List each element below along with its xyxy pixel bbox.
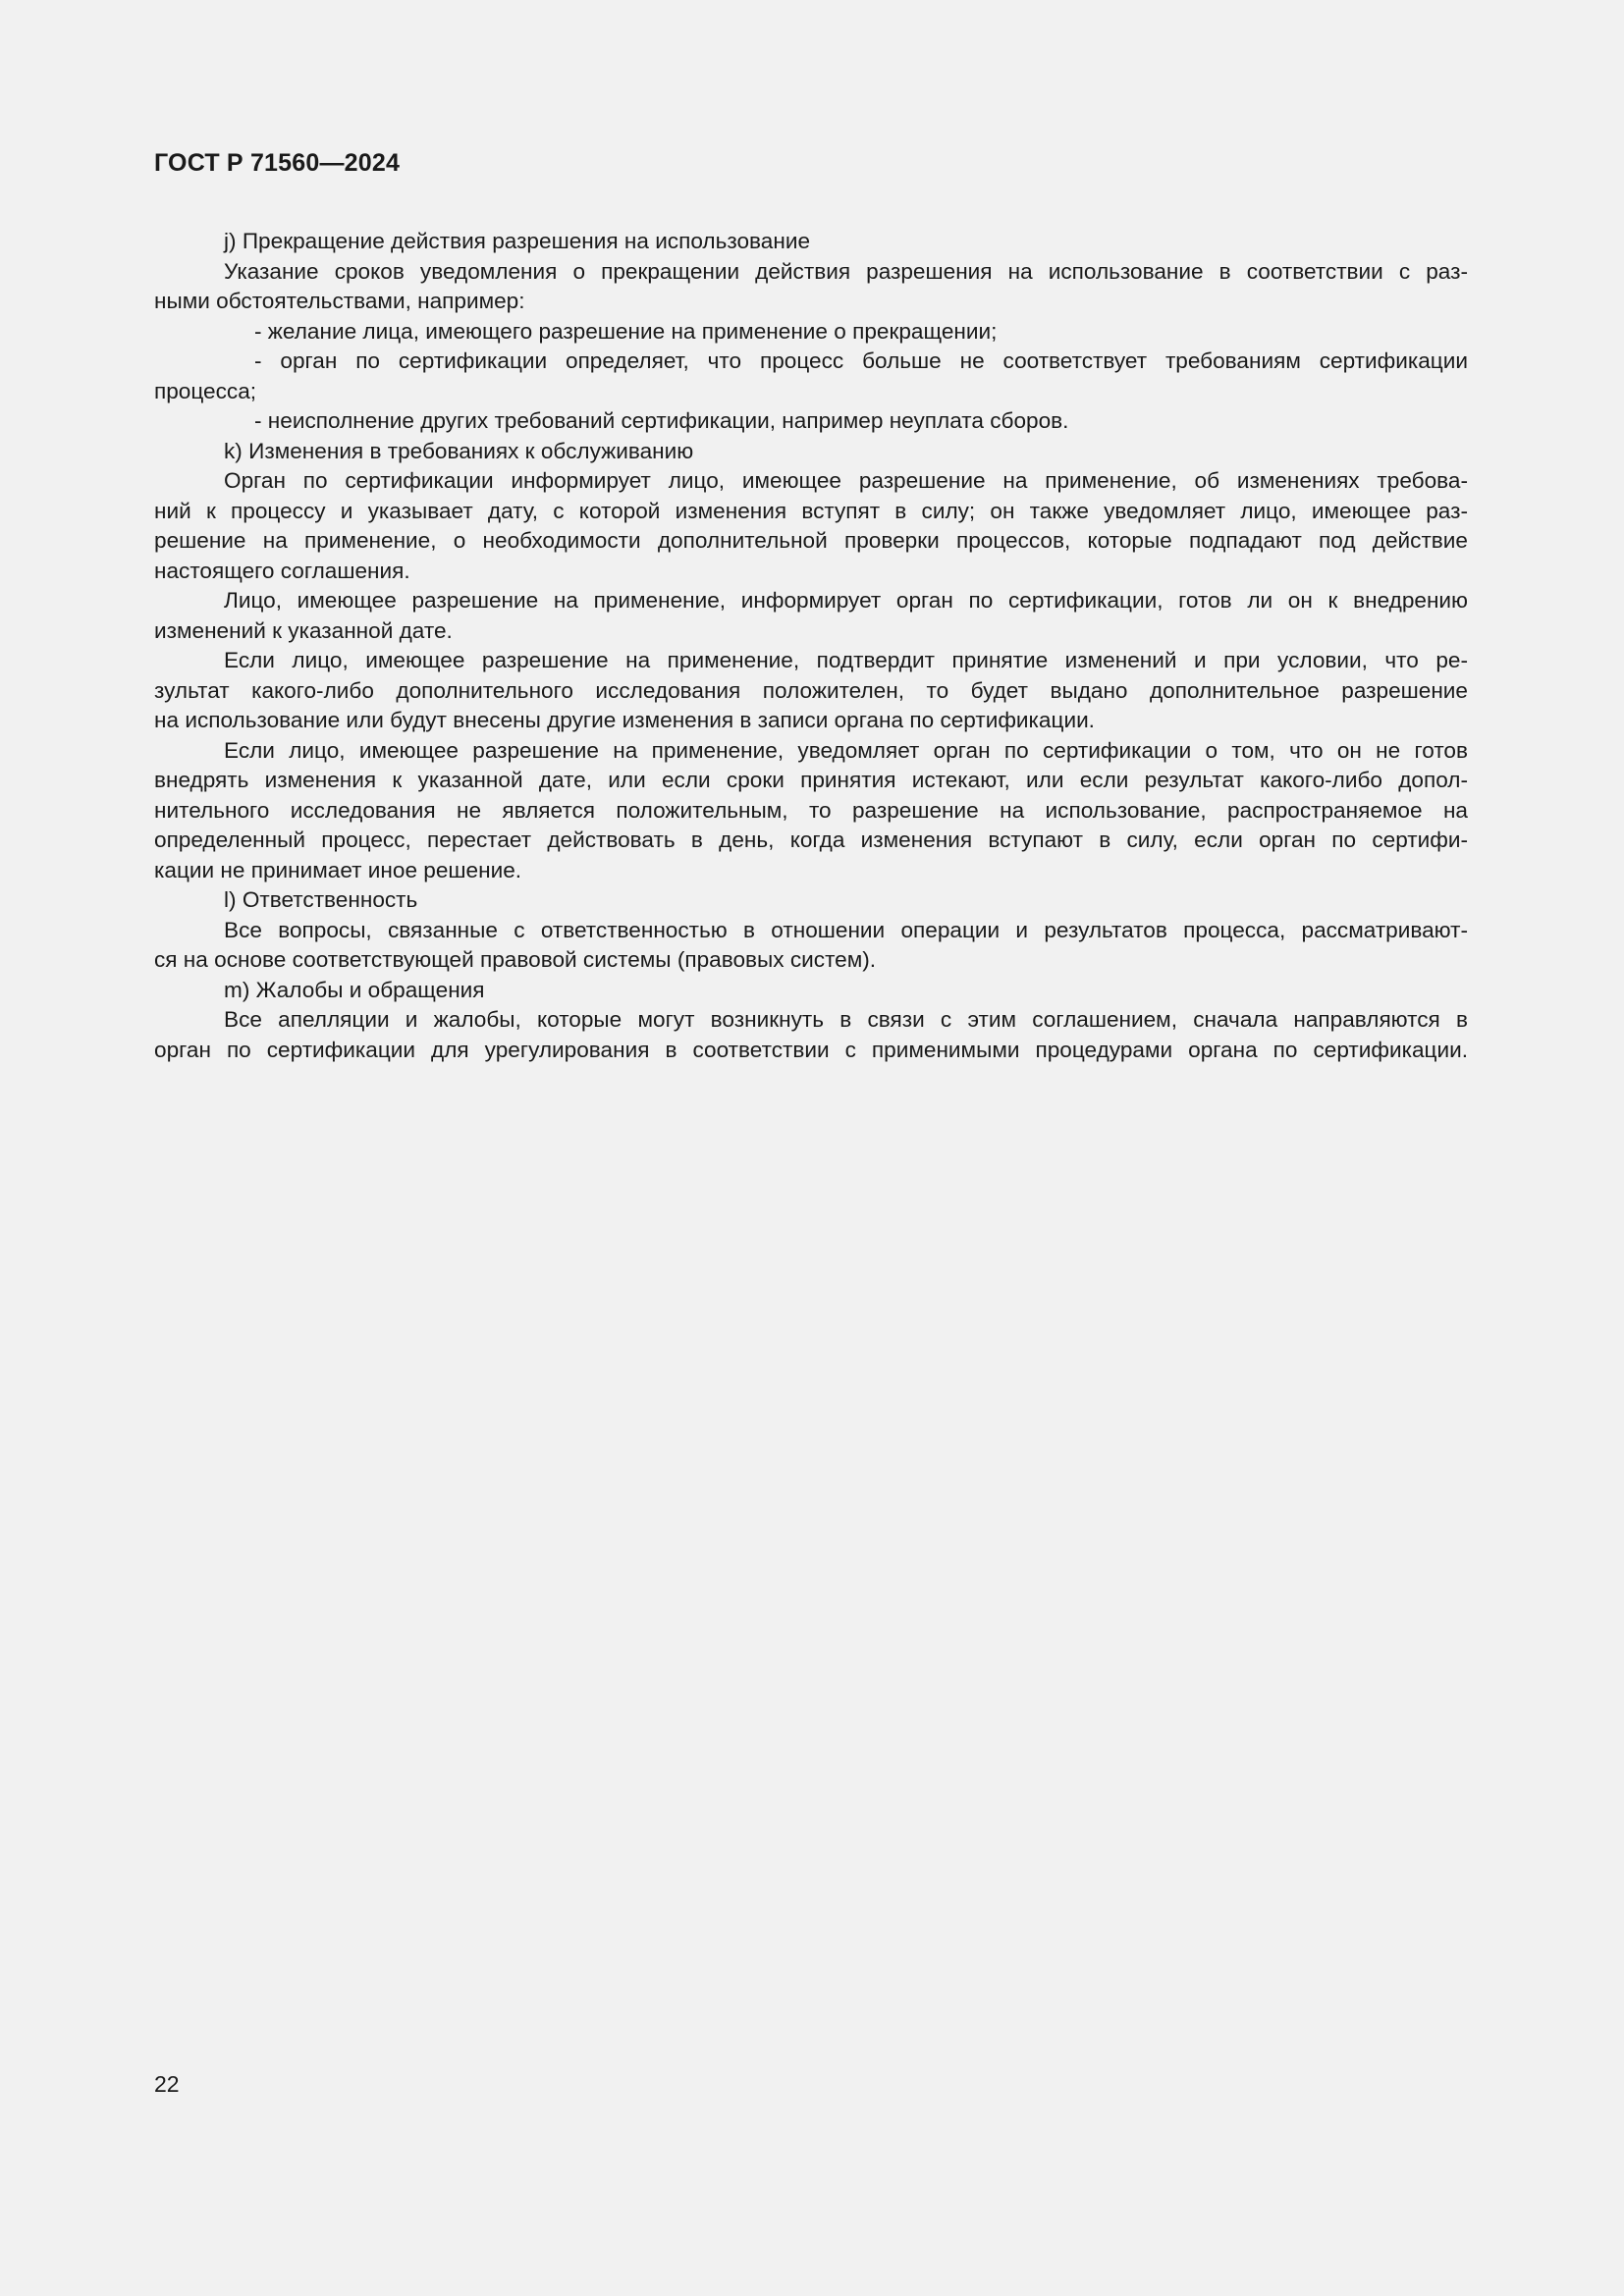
text-line: орган по сертификации для урегулирования в соответствии с применимыми процедурами органа по сертификации.: [154, 1037, 1468, 1062]
text-line: Все вопросы, связанные с ответственностью в отношении операции и результатов процесса, рассматривают-: [224, 917, 1468, 942]
text-line: настоящего соглашения.: [154, 558, 410, 583]
text-line: решение на применение, о необходимости дополнительной проверки процессов, которые подпадают под действие: [154, 528, 1468, 553]
text-line: Орган по сертификации информирует лицо, имеющее разрешение на применение, об изменениях требова-: [224, 468, 1468, 493]
text-line: l) Ответственность: [224, 887, 418, 912]
text-line: зультат какого-либо дополнительного исследования положителен, то будет выдано дополнительное разрешение: [154, 677, 1468, 703]
text-line: - орган по сертификации определяет, что процесс больше не соответствует требованиям сертификации: [254, 348, 1468, 373]
text-line: - неисполнение других требований сертификации, например неуплата сборов.: [254, 408, 1069, 433]
text-line: j) Прекращение действия разрешения на использование: [224, 229, 811, 253]
text-line: m) Жалобы и обращения: [224, 977, 485, 1002]
text-line: нительного исследования не является положительным, то разрешение на использование, распространяемое на: [154, 797, 1468, 823]
text-line: Если лицо, имеющее разрешение на применение, подтвердит принятие изменений и при условии, что ре-: [224, 648, 1468, 672]
document-header-id: ГОСТ Р 71560—2024: [154, 149, 401, 177]
text-line: процесса;: [154, 378, 257, 403]
text-line: Лицо, имеющее разрешение на применение, информирует орган по сертификации, готов ли он к внедрению: [224, 588, 1468, 613]
text-line: изменений к указанной дате.: [154, 617, 453, 643]
text-line: определенный процесс, перестает действовать в день, когда изменения вступают в силу, если орган по сертифи-: [154, 828, 1468, 852]
text-line: ся на основе соответствующей правовой системы (правовых систем).: [154, 947, 877, 972]
text-line: ний к процессу и указывает дату, с которой изменения вступят в силу; он также уведомляет лицо, имеющее раз-: [154, 498, 1468, 523]
text-line: кации не принимает иное решение.: [154, 857, 522, 882]
text-line: Указание сроков уведомления о прекращении действия разрешения на использование в соответствии с раз-: [224, 258, 1468, 284]
text-line: на использование или будут внесены другие изменения в записи органа по сертификации.: [154, 708, 1095, 732]
text-line: внедрять изменения к указанной дате, или если сроки принятия истекают, или если результат какого-либо допол-: [154, 768, 1468, 792]
text-line: Все апелляции и жалобы, которые могут возникнуть в связи с этим соглашением, сначала направляются в: [224, 1007, 1468, 1032]
document-body: [154, 227, 1468, 1065]
text-line: - желание лица, имеющего разрешение на применение о прекращении;: [254, 318, 998, 344]
text-line: k) Изменения в требованиях к обслуживанию: [224, 438, 694, 463]
text-line: ными обстоятельствами, например:: [154, 289, 525, 313]
text-line: Если лицо, имеющее разрешение на применение, уведомляет орган по сертификации о том, что он не готов: [224, 737, 1468, 763]
page-number: 22: [154, 2071, 180, 2097]
